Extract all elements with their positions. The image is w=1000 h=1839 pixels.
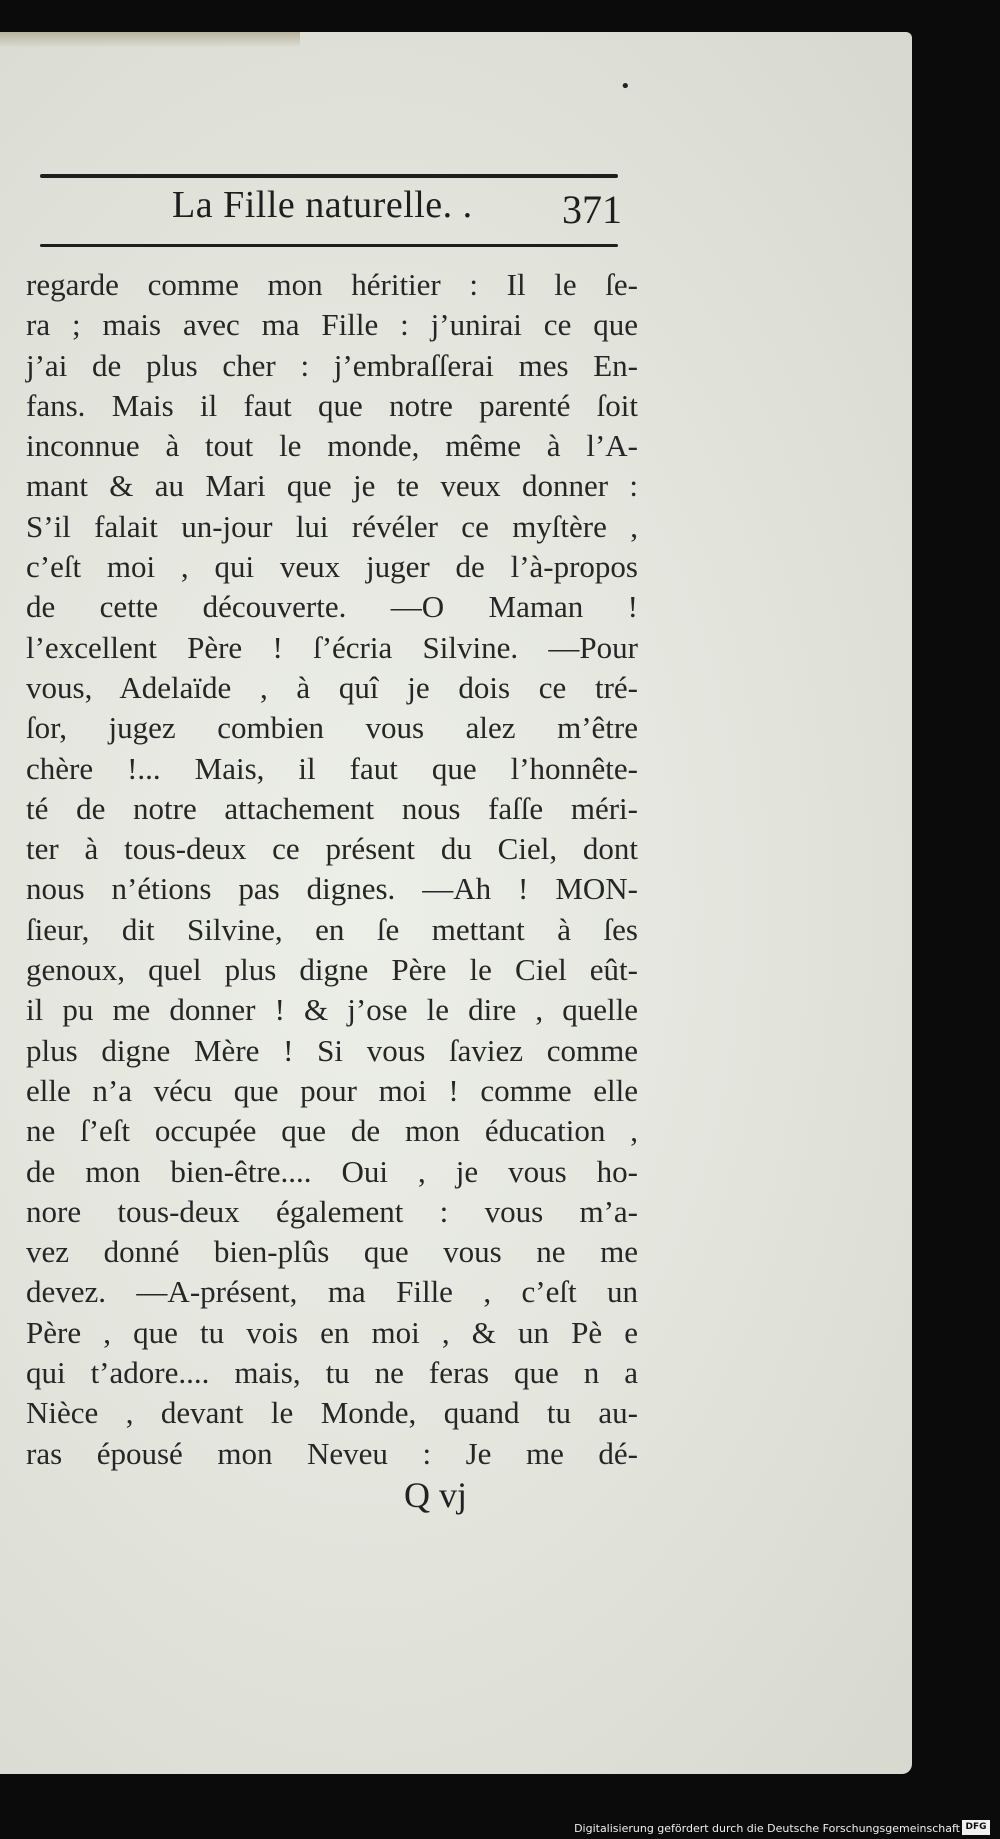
text-line: vez donné bien-plûs que vous ne me bbox=[26, 1234, 638, 1270]
text-line: nore tous-deux également : vous m’a- bbox=[26, 1193, 638, 1229]
text-line: fans. Mais il faut que notre parenté ſoit bbox=[26, 387, 638, 423]
page-mark: • bbox=[620, 76, 631, 97]
text-line: ter à tous-deux ce présent du Ciel, dont bbox=[26, 831, 638, 867]
text-line: l’excellent Père ! ſ’écria Silvine. —Pour bbox=[26, 629, 638, 665]
text-line: regarde comme mon héritier : Il le ſe- bbox=[26, 267, 638, 302]
text-line: inconnue à tout le monde, même à l’A- bbox=[26, 428, 638, 464]
running-title: La Fille naturelle. . bbox=[172, 184, 473, 226]
text-line: qui t’adore.... mais, tu ne feras que n a bbox=[26, 1355, 638, 1391]
text-line: de cette découverte. —O Maman ! bbox=[26, 589, 638, 625]
text-line: vous, Adelaïde , à quî je dois ce tré- bbox=[26, 669, 638, 705]
text-line: S’il falait un-jour lui révéler ce myſtère , bbox=[26, 508, 638, 544]
text-line: ras épousé mon Neveu : Je me dé- bbox=[26, 1435, 638, 1471]
body-text bbox=[26, 265, 638, 1474]
header-rule-top bbox=[40, 174, 618, 178]
text-line: ne ſ’eſt occupée que de mon éducation , bbox=[26, 1113, 638, 1149]
text-line: chère !... Mais, il faut que l’honnête- bbox=[26, 750, 638, 786]
header-rule-bottom bbox=[40, 244, 618, 247]
text-line: mant & au Mari que je te veux donner : bbox=[26, 468, 638, 504]
dfg-logo: DFG bbox=[962, 1820, 990, 1835]
text-line: genoux, quel plus digne Père le Ciel eût- bbox=[26, 952, 638, 988]
text-line: plus digne Mère ! Si vous ſaviez comme bbox=[26, 1032, 638, 1068]
page-number: 371 bbox=[562, 187, 622, 232]
text-line: ra ; mais avec ma Fille : j’unirai ce que bbox=[26, 307, 638, 343]
text-line: elle n’a vécu que pour moi ! comme elle bbox=[26, 1072, 638, 1108]
digitization-credit: Digitalisierung gefördert durch die Deutsche Forschungsgemeinschaft bbox=[574, 1822, 960, 1835]
text-line: té de notre attachement nous faſſe méri- bbox=[26, 790, 638, 826]
text-line: nous n’étions pas dignes. —Ah ! MON- bbox=[26, 871, 638, 907]
text-line: ſor, jugez combien vous alez m’être bbox=[26, 710, 638, 746]
text-line: devez. —A-présent, ma Fille , c’eſt un bbox=[26, 1274, 638, 1310]
text-line: il pu me donner ! & j’ose le dire , quelle bbox=[26, 992, 638, 1028]
text-line: Père , que tu vois en moi , & un Pè e bbox=[26, 1314, 638, 1350]
signature-mark: Q vj bbox=[404, 1475, 467, 1515]
text-line: de mon bien-être.... Oui , je vous ho- bbox=[26, 1153, 638, 1189]
text-line: ſieur, dit Silvine, en ſe mettant à ſes bbox=[26, 911, 638, 947]
text-line: Nièce , devant le Monde, quand tu au- bbox=[26, 1395, 638, 1431]
page-edge-shadow bbox=[0, 32, 300, 48]
text-line: c’eſt moi , qui veux juger de l’à-propos bbox=[26, 549, 638, 585]
text-line: j’ai de plus cher : j’embraſſerai mes En- bbox=[26, 347, 638, 383]
